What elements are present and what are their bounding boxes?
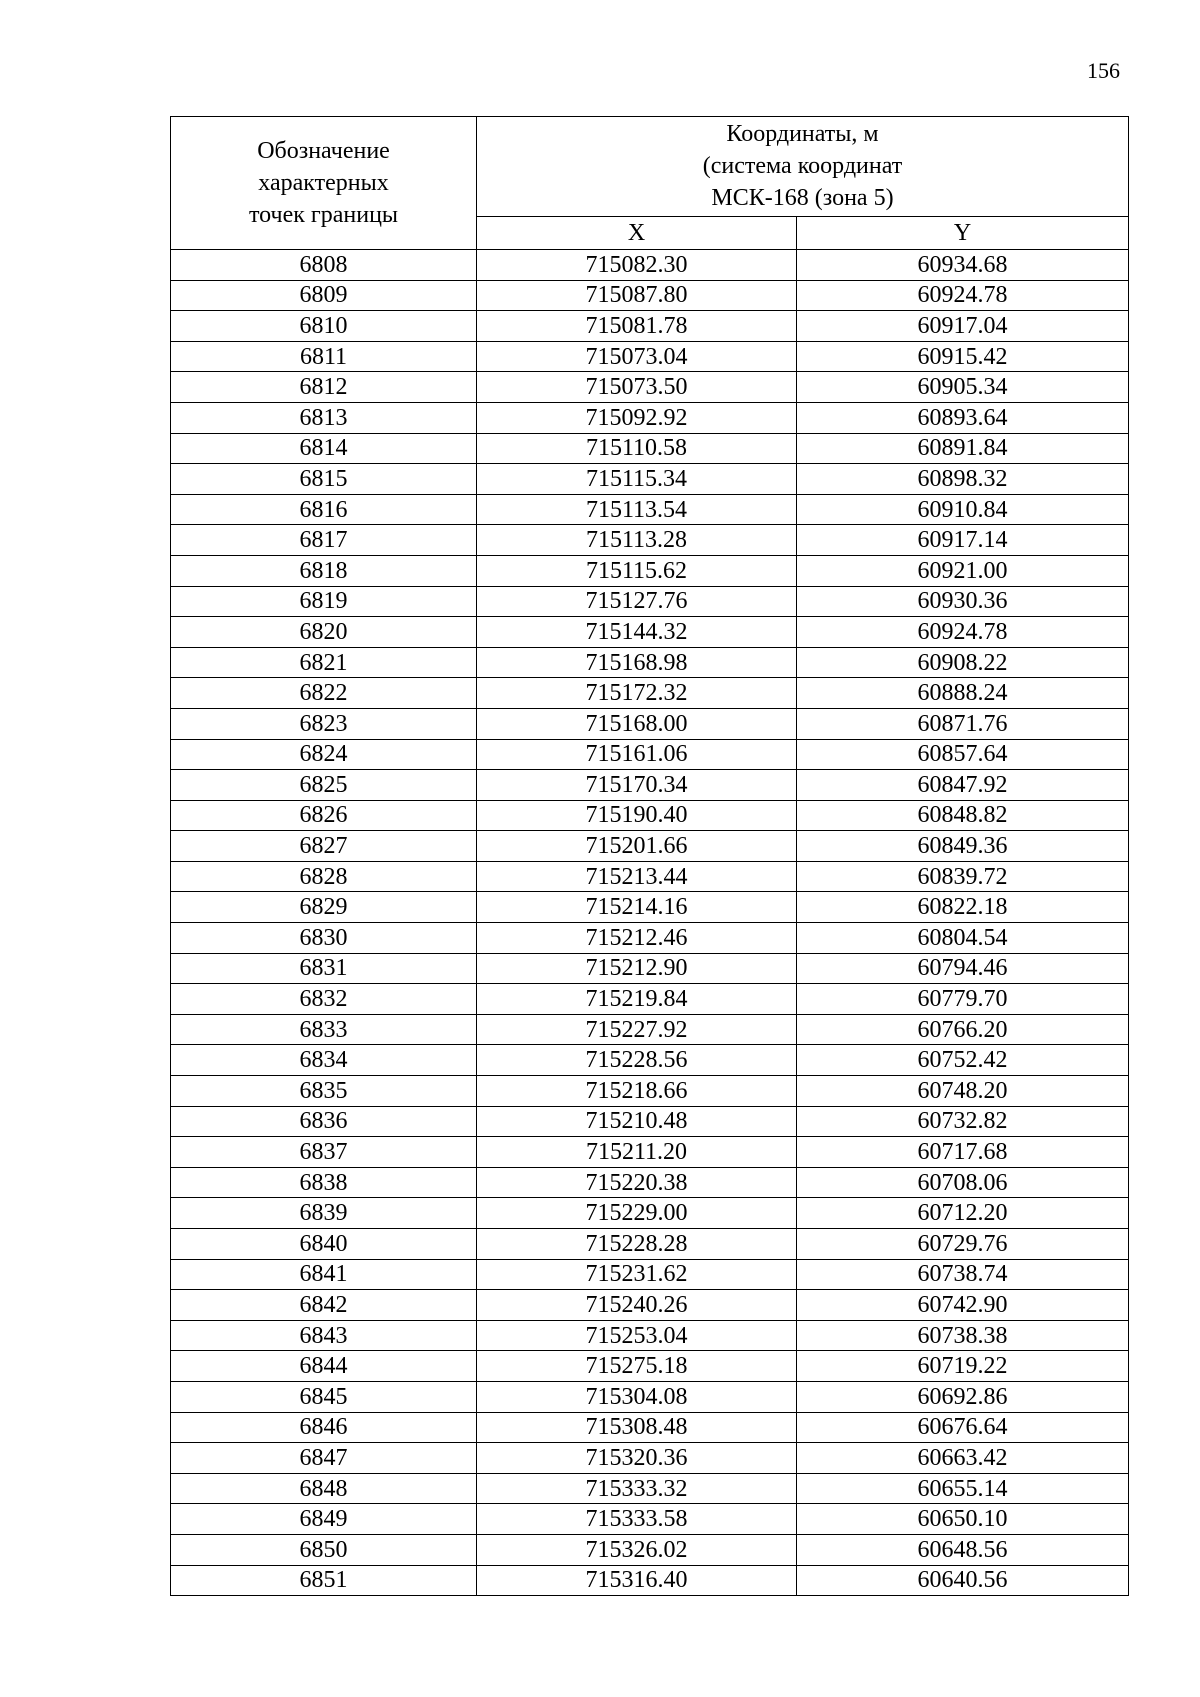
- point-cell: 6842: [171, 1290, 477, 1321]
- x-coordinate-cell: 715240.26: [477, 1290, 797, 1321]
- x-coordinate-cell: 715218.66: [477, 1076, 797, 1107]
- y-coordinate-cell: 60692.86: [797, 1381, 1129, 1412]
- y-coordinate-cell: 60748.20: [797, 1076, 1129, 1107]
- y-coordinate-cell: 60738.74: [797, 1259, 1129, 1290]
- x-coordinate-cell: 715320.36: [477, 1443, 797, 1474]
- x-coordinate-cell: 715201.66: [477, 831, 797, 862]
- table-row: [171, 1167, 1129, 1198]
- y-coordinate-cell: 60930.36: [797, 586, 1129, 617]
- point-designation-header: [171, 117, 477, 250]
- y-coordinate-cell: 60847.92: [797, 770, 1129, 801]
- coordinates-header: [477, 117, 1129, 217]
- y-coordinate-cell: 60742.90: [797, 1290, 1129, 1321]
- point-cell: 6844: [171, 1351, 477, 1382]
- table-row: [171, 1229, 1129, 1260]
- x-coordinate-cell: 715082.30: [477, 250, 797, 281]
- y-coordinate-cell: 60848.82: [797, 800, 1129, 831]
- y-coordinate-cell: 60804.54: [797, 923, 1129, 954]
- point-cell: 6819: [171, 586, 477, 617]
- point-cell: 6831: [171, 953, 477, 984]
- x-coordinate-cell: 715190.40: [477, 800, 797, 831]
- table-row: [171, 1443, 1129, 1474]
- x-coordinate-cell: 715115.62: [477, 555, 797, 586]
- y-coordinate-cell: 60871.76: [797, 708, 1129, 739]
- y-coordinate-cell: 60839.72: [797, 861, 1129, 892]
- y-coordinate-cell: 60888.24: [797, 678, 1129, 709]
- x-coordinate-cell: 715081.78: [477, 311, 797, 342]
- y-coordinate-cell: 60655.14: [797, 1473, 1129, 1504]
- y-coordinate-cell: 60917.04: [797, 311, 1129, 342]
- table-row: [171, 739, 1129, 770]
- point-cell: 6828: [171, 861, 477, 892]
- table-row: [171, 586, 1129, 617]
- x-coordinate-cell: 715168.98: [477, 647, 797, 678]
- point-header-line-1: Обозначение: [257, 138, 390, 164]
- x-coordinate-cell: 715212.46: [477, 923, 797, 954]
- x-coordinate-cell: 715316.40: [477, 1565, 797, 1596]
- x-coordinate-cell: 715228.56: [477, 1045, 797, 1076]
- table-row: [171, 678, 1129, 709]
- table-row: [171, 1137, 1129, 1168]
- x-coordinate-cell: 715170.34: [477, 770, 797, 801]
- coordinates-table: [170, 116, 1129, 1596]
- point-cell: 6851: [171, 1565, 477, 1596]
- table-row: [171, 861, 1129, 892]
- point-cell: 6838: [171, 1167, 477, 1198]
- table-row: [171, 464, 1129, 495]
- x-coordinate-cell: 715073.04: [477, 341, 797, 372]
- point-cell: 6810: [171, 311, 477, 342]
- y-coordinate-cell: 60917.14: [797, 525, 1129, 556]
- y-coordinate-cell: 60849.36: [797, 831, 1129, 862]
- y-coordinate-cell: 60719.22: [797, 1351, 1129, 1382]
- table-row: [171, 1351, 1129, 1382]
- y-coordinate-cell: 60910.84: [797, 494, 1129, 525]
- x-coordinate-cell: 715214.16: [477, 892, 797, 923]
- table-row: [171, 708, 1129, 739]
- x-coordinate-cell: 715210.48: [477, 1106, 797, 1137]
- point-cell: 6832: [171, 984, 477, 1015]
- coords-header-line-2: (система координат: [702, 153, 903, 180]
- x-coordinate-cell: 715168.00: [477, 708, 797, 739]
- table-row: [171, 494, 1129, 525]
- y-coordinate-cell: 60898.32: [797, 464, 1129, 495]
- point-cell: 6821: [171, 647, 477, 678]
- table-row: [171, 433, 1129, 464]
- x-coordinate-cell: 715253.04: [477, 1320, 797, 1351]
- table-row: [171, 1259, 1129, 1290]
- table-row: [171, 1534, 1129, 1565]
- x-coordinate-cell: 715161.06: [477, 739, 797, 770]
- point-cell: 6816: [171, 494, 477, 525]
- coords-header-line-1: Координаты, м: [726, 121, 879, 148]
- point-cell: 6817: [171, 525, 477, 556]
- point-header-line-3: точек границы: [248, 202, 399, 228]
- point-cell: 6835: [171, 1076, 477, 1107]
- y-coordinate-cell: 60732.82: [797, 1106, 1129, 1137]
- table-row: [171, 280, 1129, 311]
- y-coordinate-cell: 60650.10: [797, 1504, 1129, 1535]
- table-body: [171, 250, 1129, 1596]
- table-row: [171, 1076, 1129, 1107]
- table-header: [171, 117, 1129, 250]
- table-row: [171, 923, 1129, 954]
- table-row: [171, 1381, 1129, 1412]
- y-coordinate-cell: 60934.68: [797, 250, 1129, 281]
- point-cell: 6823: [171, 708, 477, 739]
- x-coordinate-cell: 715087.80: [477, 280, 797, 311]
- y-coordinate-cell: 60924.78: [797, 617, 1129, 648]
- point-cell: 6850: [171, 1534, 477, 1565]
- y-coordinate-cell: 60752.42: [797, 1045, 1129, 1076]
- y-coordinate-cell: 60921.00: [797, 555, 1129, 586]
- point-cell: 6811: [171, 341, 477, 372]
- y-coordinate-cell: 60708.06: [797, 1167, 1129, 1198]
- point-cell: 6809: [171, 280, 477, 311]
- x-coordinate-cell: 715172.32: [477, 678, 797, 709]
- x-coordinate-cell: 715113.54: [477, 494, 797, 525]
- y-coordinate-cell: 60915.42: [797, 341, 1129, 372]
- table-row: [171, 1565, 1129, 1596]
- x-coordinate-cell: 715229.00: [477, 1198, 797, 1229]
- coords-header-line-3: МСК-168 (зона 5): [711, 185, 894, 212]
- y-coordinate-cell: 60738.38: [797, 1320, 1129, 1351]
- point-cell: 6839: [171, 1198, 477, 1229]
- y-coordinate-cell: 60640.56: [797, 1565, 1129, 1596]
- table-row: [171, 372, 1129, 403]
- x-coordinate-cell: 715275.18: [477, 1351, 797, 1382]
- table-row: [171, 647, 1129, 678]
- y-coordinate-cell: 60794.46: [797, 953, 1129, 984]
- table-row: [171, 800, 1129, 831]
- x-coordinate-cell: 715231.62: [477, 1259, 797, 1290]
- table-row: [171, 984, 1129, 1015]
- x-coordinate-cell: 715308.48: [477, 1412, 797, 1443]
- table-row: [171, 402, 1129, 433]
- table-row: [171, 1320, 1129, 1351]
- y-coordinate-cell: 60663.42: [797, 1443, 1129, 1474]
- y-column-header: Y: [797, 216, 1129, 249]
- table-row: [171, 1106, 1129, 1137]
- y-coordinate-cell: 60648.56: [797, 1534, 1129, 1565]
- point-cell: 6814: [171, 433, 477, 464]
- x-coordinate-cell: 715212.90: [477, 953, 797, 984]
- table-row: [171, 311, 1129, 342]
- table-row: [171, 1014, 1129, 1045]
- point-header-line-2: характерных: [258, 170, 389, 196]
- point-cell: 6818: [171, 555, 477, 586]
- point-cell: 6826: [171, 800, 477, 831]
- table-row: [171, 1198, 1129, 1229]
- table-row: [171, 250, 1129, 281]
- y-coordinate-cell: 60729.76: [797, 1229, 1129, 1260]
- point-cell: 6849: [171, 1504, 477, 1535]
- table-row: [171, 525, 1129, 556]
- point-cell: 6825: [171, 770, 477, 801]
- table-row: [171, 1412, 1129, 1443]
- page-number: 156: [1087, 58, 1120, 83]
- point-cell: 6843: [171, 1320, 477, 1351]
- table-row: [171, 341, 1129, 372]
- x-coordinate-cell: 715115.34: [477, 464, 797, 495]
- point-cell: 6846: [171, 1412, 477, 1443]
- table-row: [171, 1504, 1129, 1535]
- y-coordinate-cell: 60779.70: [797, 984, 1129, 1015]
- x-coordinate-cell: 715092.92: [477, 402, 797, 433]
- point-cell: 6822: [171, 678, 477, 709]
- y-coordinate-cell: 60857.64: [797, 739, 1129, 770]
- table-row: [171, 1473, 1129, 1504]
- x-coordinate-cell: 715333.58: [477, 1504, 797, 1535]
- x-coordinate-cell: 715213.44: [477, 861, 797, 892]
- y-coordinate-cell: 60766.20: [797, 1014, 1129, 1045]
- x-coordinate-cell: 715333.32: [477, 1473, 797, 1504]
- x-coordinate-cell: 715073.50: [477, 372, 797, 403]
- x-coordinate-cell: 715127.76: [477, 586, 797, 617]
- table-row: [171, 892, 1129, 923]
- table-row: [171, 617, 1129, 648]
- table-row: [171, 1045, 1129, 1076]
- point-cell: 6845: [171, 1381, 477, 1412]
- x-column-header: X: [477, 216, 797, 249]
- y-coordinate-cell: 60717.68: [797, 1137, 1129, 1168]
- y-coordinate-cell: 60891.84: [797, 433, 1129, 464]
- table-row: [171, 831, 1129, 862]
- point-cell: 6830: [171, 923, 477, 954]
- x-coordinate-cell: 715219.84: [477, 984, 797, 1015]
- point-cell: 6840: [171, 1229, 477, 1260]
- point-cell: 6833: [171, 1014, 477, 1045]
- x-coordinate-cell: 715326.02: [477, 1534, 797, 1565]
- point-cell: 6841: [171, 1259, 477, 1290]
- x-coordinate-cell: 715220.38: [477, 1167, 797, 1198]
- point-cell: 6837: [171, 1137, 477, 1168]
- y-coordinate-cell: 60893.64: [797, 402, 1129, 433]
- point-cell: 6848: [171, 1473, 477, 1504]
- point-cell: 6812: [171, 372, 477, 403]
- table-row: [171, 1290, 1129, 1321]
- x-coordinate-cell: 715113.28: [477, 525, 797, 556]
- y-coordinate-cell: 60905.34: [797, 372, 1129, 403]
- y-coordinate-cell: 60822.18: [797, 892, 1129, 923]
- point-cell: 6827: [171, 831, 477, 862]
- point-cell: 6847: [171, 1443, 477, 1474]
- point-cell: 6829: [171, 892, 477, 923]
- y-coordinate-cell: 60676.64: [797, 1412, 1129, 1443]
- point-cell: 6836: [171, 1106, 477, 1137]
- x-coordinate-cell: 715228.28: [477, 1229, 797, 1260]
- point-cell: 6834: [171, 1045, 477, 1076]
- table-row: [171, 770, 1129, 801]
- x-coordinate-cell: 715144.32: [477, 617, 797, 648]
- point-cell: 6813: [171, 402, 477, 433]
- point-cell: 6820: [171, 617, 477, 648]
- table-row: [171, 555, 1129, 586]
- x-coordinate-cell: 715304.08: [477, 1381, 797, 1412]
- y-coordinate-cell: 60712.20: [797, 1198, 1129, 1229]
- x-coordinate-cell: 715211.20: [477, 1137, 797, 1168]
- table-row: [171, 953, 1129, 984]
- point-cell: 6815: [171, 464, 477, 495]
- y-coordinate-cell: 60908.22: [797, 647, 1129, 678]
- point-cell: 6824: [171, 739, 477, 770]
- x-coordinate-cell: 715110.58: [477, 433, 797, 464]
- y-coordinate-cell: 60924.78: [797, 280, 1129, 311]
- x-coordinate-cell: 715227.92: [477, 1014, 797, 1045]
- point-cell: 6808: [171, 250, 477, 281]
